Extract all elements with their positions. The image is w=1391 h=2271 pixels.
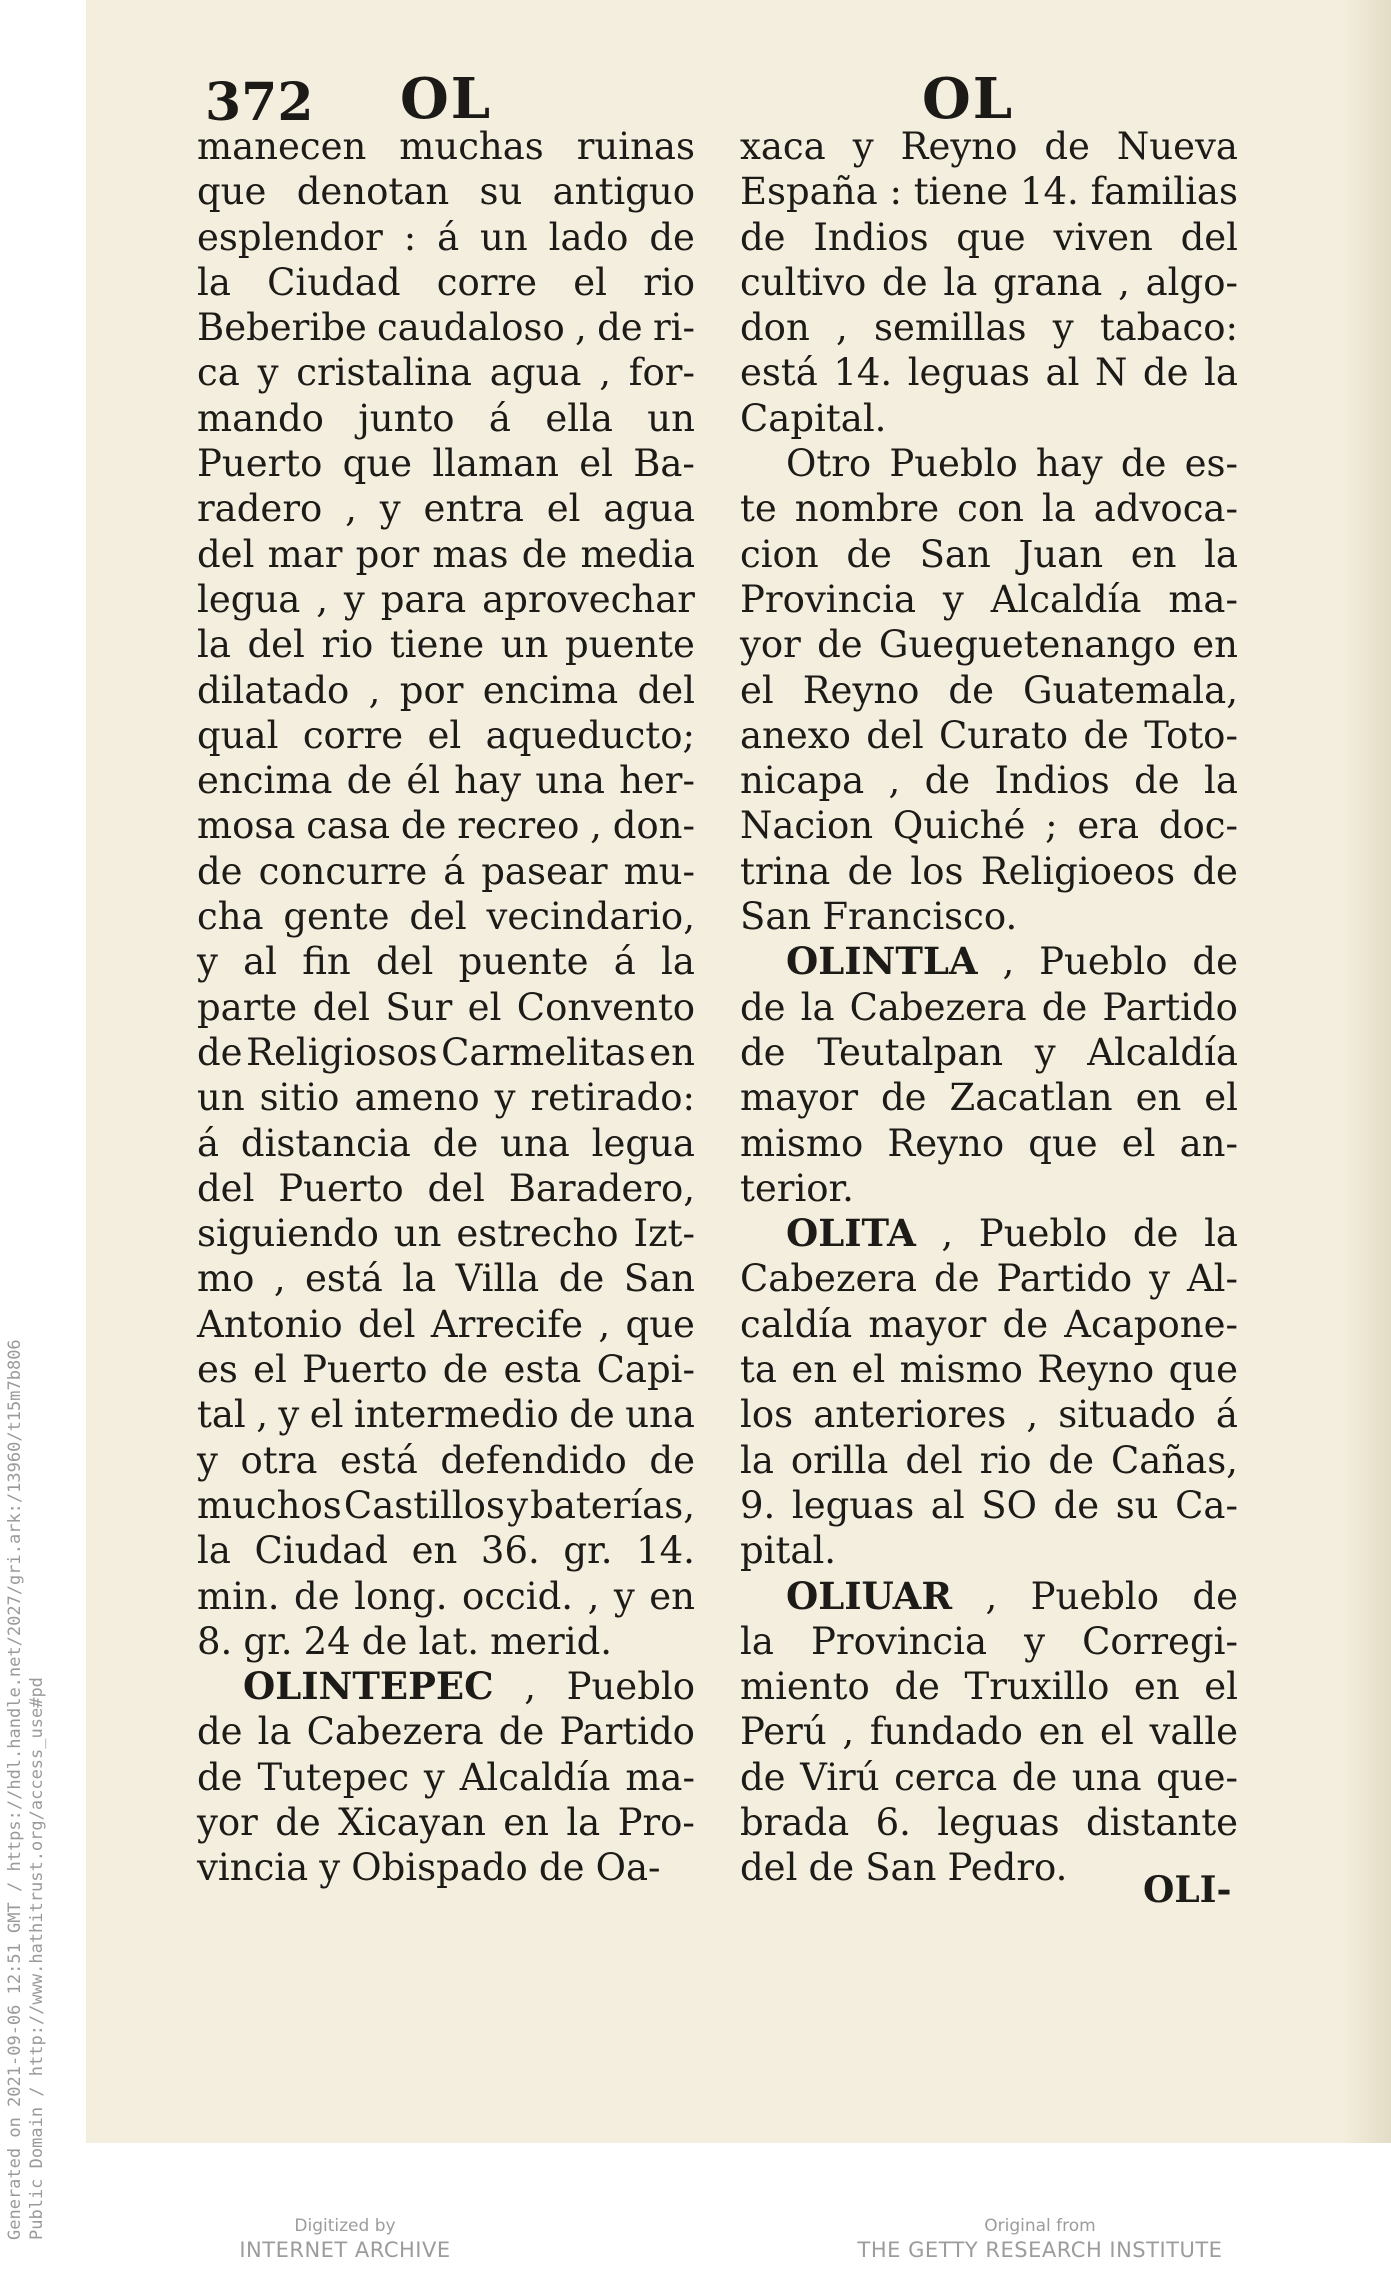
text-line: muchos Castillos y baterías, — [197, 1483, 695, 1527]
text-line: está 14. leguas al N de la — [740, 351, 1238, 395]
text-line: nicapa , de Indios de la — [740, 759, 1238, 803]
text-line: de la Cabezera de Partido — [740, 985, 1238, 1029]
text-line: de Religiosos Carmelitas en — [197, 1030, 695, 1074]
text-line: Capital. — [740, 396, 887, 440]
text-line: vincia y Obispado de Oa- — [197, 1846, 661, 1890]
text-line: OLINTEPEC , Pueblo — [243, 1664, 695, 1709]
text-line: y al fin del puente á la — [197, 940, 695, 984]
text-line: del de San Pedro. — [740, 1846, 1068, 1890]
text-line: Provincia y Alcaldía ma- — [740, 577, 1238, 621]
text-line: de Virú cerca de una que- — [740, 1755, 1238, 1799]
text-line: los anteriores , situado á — [740, 1393, 1238, 1437]
text-line: Perú , fundado en el valle — [740, 1710, 1238, 1754]
text-line: parte del Sur el Convento — [197, 985, 695, 1029]
text-line: de Indios que viven del — [740, 215, 1238, 259]
digitized-by-label: Digitized by — [294, 2216, 396, 2236]
original-from-credit — [845, 2215, 1235, 2263]
getty-label: THE GETTY RESEARCH INSTITUTE — [857, 2238, 1223, 2262]
text-line: cha gente del vecindario, — [197, 895, 695, 939]
digitized-by-credit — [200, 2215, 490, 2263]
text-line: miento de Truxillo en el — [740, 1665, 1238, 1709]
left-text-column — [197, 124, 695, 1891]
text-line: terior. — [740, 1166, 854, 1210]
text-line: de Tutepec y Alcaldía ma- — [197, 1755, 695, 1799]
text-line: España : tiene 14. familias — [740, 170, 1238, 214]
text-line: Antonio del Arrecife , que — [197, 1302, 695, 1346]
text-line: ta en el mismo Reyno que — [740, 1348, 1238, 1392]
text-line: Otro Pueblo hay de es- — [786, 442, 1238, 486]
text-line: del Puerto del Baradero, — [197, 1166, 695, 1210]
text-line: yor de Xicayan en la Pro- — [197, 1800, 695, 1844]
text-line: de Teutalpan y Alcaldía — [740, 1030, 1238, 1074]
text-line: 9. leguas al SO de su Ca- — [740, 1483, 1238, 1527]
text-line: Puerto que llaman el Ba- — [197, 442, 695, 486]
text-line: mismo Reyno que el an- — [740, 1121, 1238, 1165]
text-line: que denotan su antiguo — [197, 170, 695, 214]
text-line: don , semillas y tabaco: — [740, 306, 1238, 350]
text-line: xaca y Reyno de Nueva — [740, 125, 1238, 168]
text-line: 8. gr. 24 de lat. merid. — [197, 1619, 613, 1663]
text-line: el Reyno de Guatemala, — [740, 668, 1238, 712]
text-line: yor de Gueguetenango en — [740, 623, 1238, 667]
original-from-label: Original from — [984, 2216, 1096, 2236]
text-line: te nombre con la advoca- — [740, 487, 1238, 531]
text-line: á distancia de una legua — [197, 1121, 695, 1165]
text-line: siguiendo un estrecho Izt- — [197, 1212, 695, 1256]
text-line: OLITA , Pueblo de la — [786, 1211, 1238, 1256]
text-line: OLIUAR , Pueblo de — [786, 1573, 1238, 1618]
access-stamp-line-2: Public Domain / http://www.hathitrust.org/access_use#pd — [27, 1677, 47, 2240]
text-line: encima de él hay una her- — [197, 759, 695, 803]
text-line: cultivo de la grana , algo- — [740, 260, 1238, 304]
text-line: mando junto á ella un — [197, 396, 695, 440]
catchword: OLI- — [1143, 1869, 1232, 1911]
text-line: un sitio ameno y retirado: — [197, 1076, 695, 1120]
text-line: cion de San Juan en la — [740, 532, 1238, 576]
left-running-head: OL — [400, 66, 493, 132]
text-line: ca y cristalina agua , for- — [197, 351, 695, 395]
text-line: tal , y el intermedio de una — [197, 1393, 695, 1437]
text-line: Beberibe caudaloso , de ri- — [197, 306, 695, 350]
text-line: mo , está la Villa de San — [197, 1257, 695, 1301]
text-line: y otra está defendido de — [197, 1438, 695, 1482]
text-line: Cabezera de Partido y Al- — [740, 1257, 1238, 1301]
text-line: radero , y entra el agua — [197, 487, 695, 531]
right-running-head: OL — [922, 66, 1015, 132]
text-line: la orilla del rio de Cañas, — [740, 1438, 1238, 1482]
right-text-column — [740, 124, 1238, 1891]
page-edge-shadow — [1343, 0, 1391, 2143]
text-line: manecen muchas ruinas — [197, 125, 695, 168]
text-line: es el Puerto de esta Capi- — [197, 1348, 695, 1392]
text-line: la Ciudad en 36. gr. 14. — [197, 1529, 695, 1573]
text-line: OLINTLA , Pueblo de — [786, 939, 1238, 984]
text-line: trina de los Religioeos de — [740, 849, 1238, 893]
text-line: esplendor : á un lado de — [197, 215, 695, 259]
internet-archive-label: INTERNET ARCHIVE — [239, 2238, 451, 2262]
text-line: la Provincia y Corregi- — [740, 1619, 1238, 1663]
text-line: Nacion Quiché ; era doc- — [740, 804, 1238, 848]
text-line: caldía mayor de Acapone- — [740, 1302, 1238, 1346]
access-stamp-line-1: Generated on 2021-09-06 12:51 GMT / https://hdl.handle.net/2027/gri.ark:/13960/t15m7b806 — [5, 1339, 25, 2240]
text-line: de concurre á pasear mu- — [197, 849, 695, 893]
text-line: San Francisco. — [740, 895, 1018, 939]
text-line: anexo del Curato de Toto- — [740, 713, 1238, 757]
access-stamp — [4, 1339, 48, 2240]
text-line: la del rio tiene un puente — [197, 623, 695, 667]
page-number: 372 — [205, 72, 314, 133]
text-line: legua , y para aprovechar — [197, 577, 695, 621]
text-line: mosa casa de recreo , don- — [197, 804, 695, 848]
text-line: dilatado , por encima del — [197, 668, 695, 712]
text-line: pital. — [740, 1529, 837, 1573]
text-line: la Ciudad corre el rio — [197, 260, 695, 304]
text-line: de la Cabezera de Partido — [197, 1710, 695, 1754]
text-line: min. de long. occid. , y en — [197, 1574, 695, 1618]
text-line: qual corre el aqueducto; — [197, 713, 695, 757]
text-line: mayor de Zacatlan en el — [740, 1076, 1238, 1120]
text-line: del mar por mas de media — [197, 532, 695, 576]
text-line: brada 6. leguas distante — [740, 1800, 1238, 1844]
